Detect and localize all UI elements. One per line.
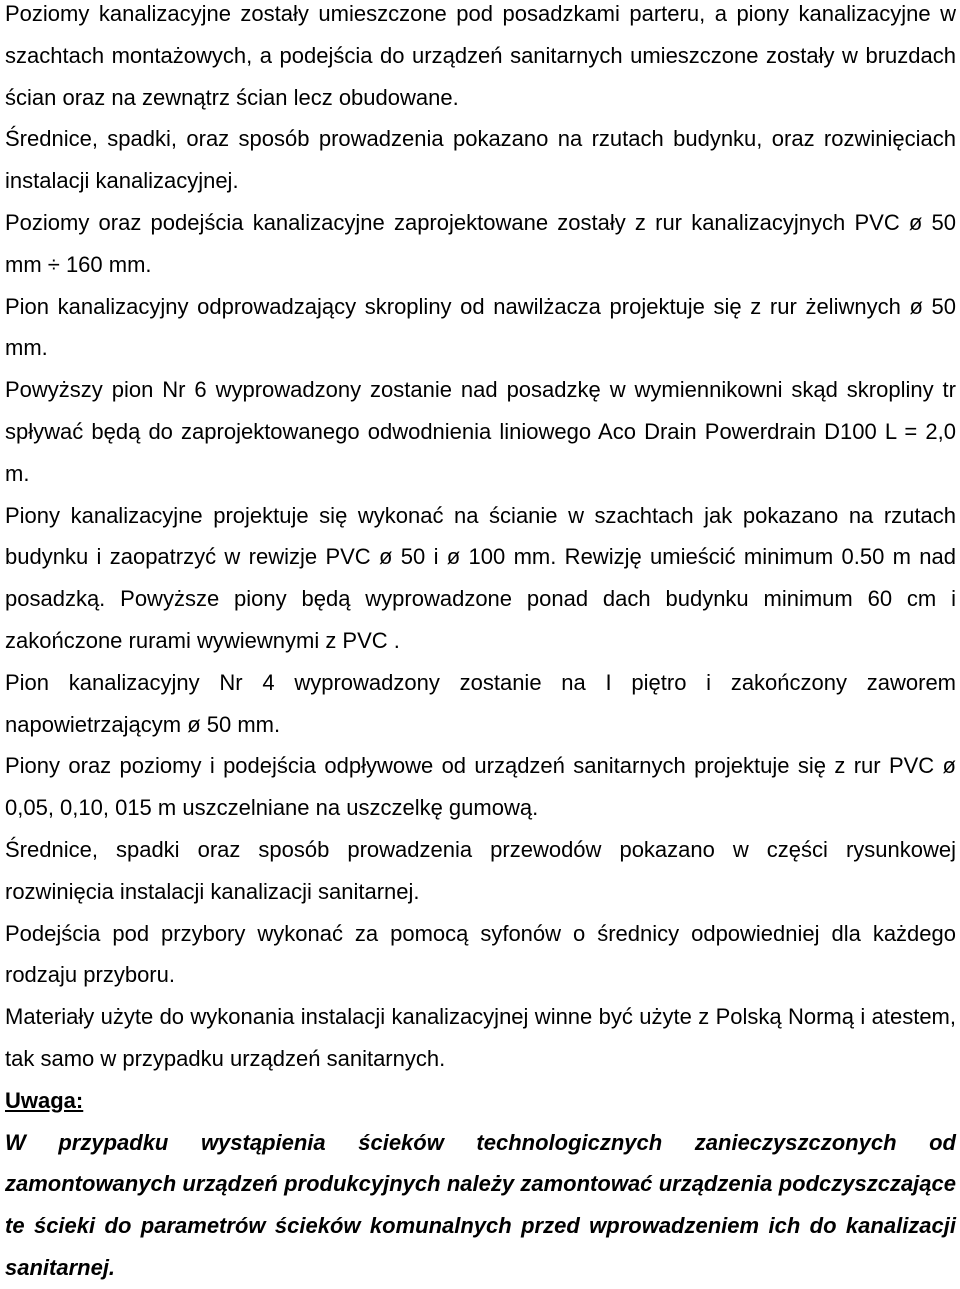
paragraph-materials: Materiały użyte do wykonania instalacji kanalizacyjnej winne być użyte z Polską Normą i atestem, tak samo w przypadku urządzeń sanitarnych. xyxy=(5,1004,956,1071)
paragraph-riser-4: Pion kanalizacyjny Nr 4 wyprowadzony zostanie na I piętro i zakończony zaworem napowietrzającym ø 50 mm. xyxy=(5,669,956,737)
paragraph-outflow-pipes: Piony oraz poziomy i podejścia odpływowe od urządzeń sanitarnych projektuje się z rur PVC ø 0,05, 0,10, 015 m uszczelniane na uszczelkę gumową. xyxy=(5,753,956,821)
paragraph-condensate-riser: Pion kanalizacyjny odprowadzający skropliny od nawilżacza projektuje się z rur żeliwnych ø 50 mm. xyxy=(5,293,956,361)
paragraph-riser-6: Powyższy pion Nr 6 wyprowadzony zostanie nad posadzkę w wymiennikowni skąd skropliny tr spływać będą do zaprojektowanego odwodnienia liniowego Aco Drain Powerdrain D100 L = 2,0 m. xyxy=(5,377,956,486)
paragraph-pvc-pipes: Poziomy oraz podejścia kanalizacyjne zaprojektowane zostały z rur kanalizacyjnych PVC ø 50 mm ÷ 160 mm. xyxy=(5,209,956,277)
paragraph-drawing-reference: Średnice, spadki oraz sposób prowadzenia przewodów pokazano w części rysunkowej rozwinięcia instalacji kanalizacji sanitarnej. xyxy=(5,836,956,904)
note-heading: Uwaga: xyxy=(5,1087,84,1113)
paragraph-risers-inspection: Piony kanalizacyjne projektuje się wykonać na ścianie w szachtach jak pokazano na rzutach budynku i zaopatrzyć w rewizje PVC ø 50 i ø 100 mm. Rewizję umieścić minimum 0.50 m nad posadzką. Powyższe piony będą wyprowadzone ponad dach budynku minimum 60 cm i zakończone rurami wywiewnymi z PVC . xyxy=(5,502,956,653)
paragraph-fixture-connections: Podejścia pod przybory wykonać za pomocą syfonów o średnicy odpowiedniej dla każdego rodzaju przyboru. xyxy=(5,920,956,988)
paragraph-drainage-placement: Poziomy kanalizacyjne zostały umieszczone pod posadzkami parteru, a piony kanalizacyjne w szachtach montażowych, a podejścia do urządzeń sanitarnych umieszczone zostały w bruzdach ścian oraz na zewnątrz ścian lecz obudowane. xyxy=(5,1,956,110)
paragraph-diameters-slopes: Średnice, spadki, oraz sposób prowadzenia pokazano na rzutach budynku, oraz rozwinięciach instalacji kanalizacyjnej. xyxy=(5,126,956,194)
note-text: W przypadku wystąpienia ścieków technologicznych zanieczyszczonych od zamontowanych urządzeń produkcyjnych należy zamontować urządzenia podczyszczające te ścieki do parametrów ścieków komunalnych przed wprowadzeniem ich do kanalizacji sanitarnej. xyxy=(5,1129,956,1280)
document-page xyxy=(5,0,956,1289)
